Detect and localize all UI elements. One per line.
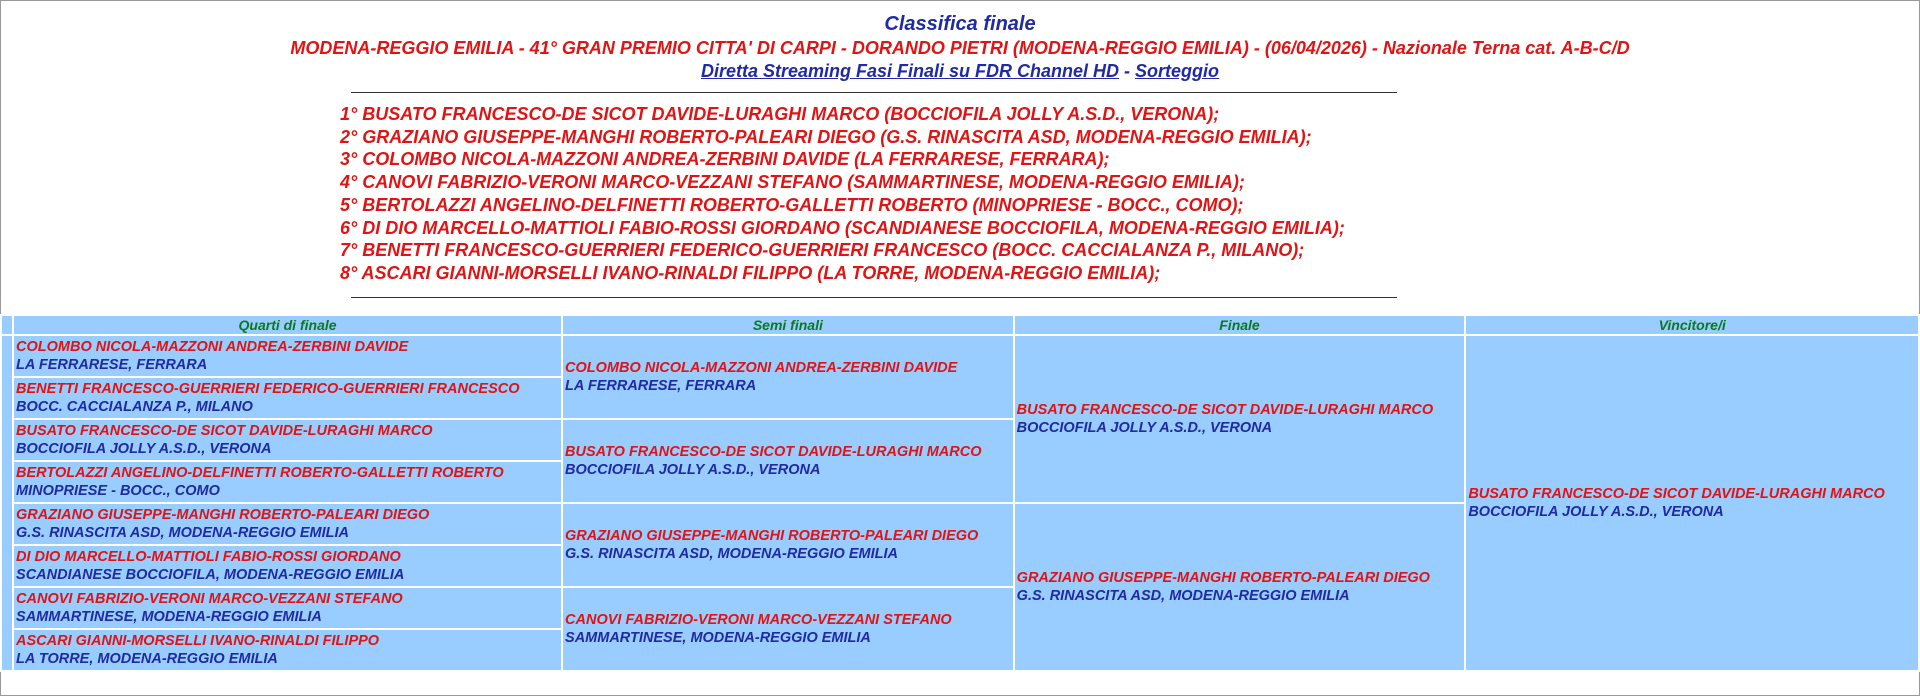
ranking-item: 2° GRAZIANO GIUSEPPE-MANGHI ROBERTO-PALEARI DIEGO (G.S. RINASCITA ASD, MODENA-REGGIO EMILIA); <box>340 126 1312 147</box>
club-name: SCANDIANESE BOCCIOFILA, MODENA-REGGIO EMILIA <box>16 567 405 583</box>
final-ranking-list <box>340 103 1345 285</box>
team-name: BERTOLAZZI ANGELINO-DELFINETTI ROBERTO-GALLETTI ROBERTO <box>16 465 504 481</box>
ranking-item: 3° COLOMBO NICOLA-MAZZONI ANDREA-ZERBINI DAVIDE (LA FERRARESE, FERRARA); <box>340 149 1110 170</box>
club-name: SAMMARTINESE, MODENA-REGGIO EMILIA <box>16 609 322 625</box>
draw-link[interactable]: Sorteggio <box>1135 61 1220 81</box>
ranking-item: 4° CANOVI FABRIZIO-VERONI MARCO-VEZZANI STEFANO (SAMMARTINESE, MODENA-REGGIO EMILIA); <box>340 172 1245 193</box>
quarter-match <box>14 336 561 376</box>
club-name: BOCCIOFILA JOLLY A.S.D., VERONA <box>565 462 821 478</box>
final-match <box>1015 336 1465 502</box>
ranking-item: 6° DI DIO MARCELLO-MATTIOLI FABIO-ROSSI GIORDANO (SCANDIANESE BOCCIOFILA, MODENA-REGGIO EMILIA); <box>340 217 1345 238</box>
team-name: COLOMBO NICOLA-MAZZONI ANDREA-ZERBINI DAVIDE <box>565 360 958 376</box>
team-name: BENETTI FRANCESCO-GUERRIERI FEDERICO-GUERRIERI FRANCESCO <box>16 381 520 397</box>
quarter-match <box>14 378 561 418</box>
club-name: MINOPRIESE - BOCC., COMO <box>16 483 220 499</box>
club-name: SAMMARTINESE, MODENA-REGGIO EMILIA <box>565 630 871 646</box>
club-name: BOCCIOFILA JOLLY A.S.D., VERONA <box>1468 504 1724 520</box>
ranking-item: 8° ASCARI GIANNI-MORSELLI IVANO-RINALDI FILIPPO (LA TORRE, MODENA-REGGIO EMILIA); <box>340 262 1161 283</box>
winner-cell <box>1466 336 1918 670</box>
quarter-match <box>14 588 561 628</box>
club-name: LA FERRARESE, FERRARA <box>16 357 208 373</box>
quarter-match <box>14 630 561 670</box>
bracket-spacer <box>2 336 12 670</box>
club-name: G.S. RINASCITA ASD, MODENA-REGGIO EMILIA <box>16 525 350 541</box>
team-name: BUSATO FRANCESCO-DE SICOT DAVIDE-LURAGHI MARCO <box>565 444 982 460</box>
team-name: COLOMBO NICOLA-MAZZONI ANDREA-ZERBINI DAVIDE <box>16 339 409 355</box>
event-subtitle: MODENA-REGGIO EMILIA - 41° GRAN PREMIO CITTA' DI CARPI - DORANDO PIETRI (MODENA-REGGIO EMILIA) - (06/04/2026) - Nazionale Terna cat. A-B-C/D <box>290 38 1630 58</box>
club-name: BOCC. CACCIALANZA P., MILANO <box>16 399 253 415</box>
team-name: GRAZIANO GIUSEPPE-MANGHI ROBERTO-PALEARI DIEGO <box>16 507 430 523</box>
ranking-item: 7° BENETTI FRANCESCO-GUERRIERI FEDERICO-GUERRIERI FRANCESCO (BOCC. CACCIALANZA P., MILANO); <box>340 240 1305 261</box>
ranking-item: 5° BERTOLAZZI ANGELINO-DELFINETTI ROBERTO-GALLETTI ROBERTO (MINOPRIESE - BOCC., COMO); <box>340 194 1244 215</box>
semi-match <box>563 504 1013 586</box>
bracket-header-row <box>2 316 1918 334</box>
semi-match <box>563 588 1013 670</box>
semi-match <box>563 420 1013 502</box>
header-final: Finale <box>1015 316 1465 334</box>
club-name: G.S. RINASCITA ASD, MODENA-REGGIO EMILIA <box>1016 588 1350 604</box>
club-name: LA TORRE, MODENA-REGGIO EMILIA <box>16 651 278 667</box>
quarter-match <box>14 546 561 586</box>
streaming-link[interactable]: Diretta Streaming Fasi Finali su FDR Channel HD <box>700 61 1120 81</box>
bracket-spacer <box>2 316 12 334</box>
team-name: GRAZIANO GIUSEPPE-MANGHI ROBERTO-PALEARI DIEGO <box>565 528 979 544</box>
team-name: DI DIO MARCELLO-MATTIOLI FABIO-ROSSI GIORDANO <box>16 549 401 565</box>
header-winner: Vincitore/i <box>1466 316 1918 334</box>
semi-match <box>563 336 1013 418</box>
link-separator: - <box>1119 61 1136 81</box>
quarter-match <box>14 462 561 502</box>
divider-top <box>351 92 1397 93</box>
team-name: GRAZIANO GIUSEPPE-MANGHI ROBERTO-PALEARI DIEGO <box>1016 570 1430 586</box>
team-name: BUSATO FRANCESCO-DE SICOT DAVIDE-LURAGHI MARCO <box>1016 402 1434 418</box>
club-name: BOCCIOFILA JOLLY A.S.D., VERONA <box>16 441 272 457</box>
team-name: CANOVI FABRIZIO-VERONI MARCO-VEZZANI STEFANO <box>565 612 952 628</box>
team-name: CANOVI FABRIZIO-VERONI MARCO-VEZZANI STEFANO <box>16 591 403 607</box>
links-row <box>0 60 1920 82</box>
bracket-table <box>0 314 1920 672</box>
header-semis: Semi finali <box>563 316 1013 334</box>
team-name: BUSATO FRANCESCO-DE SICOT DAVIDE-LURAGHI MARCO <box>1468 486 1885 502</box>
team-name: BUSATO FRANCESCO-DE SICOT DAVIDE-LURAGHI MARCO <box>16 423 433 439</box>
quarter-match <box>14 420 561 460</box>
club-name: G.S. RINASCITA ASD, MODENA-REGGIO EMILIA <box>565 546 899 562</box>
page-title: Classifica finale <box>884 13 1036 35</box>
team-name: ASCARI GIANNI-MORSELLI IVANO-RINALDI FILIPPO <box>16 633 380 649</box>
club-name: LA FERRARESE, FERRARA <box>565 378 757 394</box>
divider-bottom <box>351 297 1397 298</box>
quarter-match <box>14 504 561 544</box>
header-quarters: Quarti di finale <box>14 316 561 334</box>
ranking-item: 1° BUSATO FRANCESCO-DE SICOT DAVIDE-LURAGHI MARCO (BOCCIOFILA JOLLY A.S.D., VERONA); <box>340 104 1220 124</box>
club-name: BOCCIOFILA JOLLY A.S.D., VERONA <box>1016 420 1273 436</box>
final-match <box>1015 504 1465 670</box>
